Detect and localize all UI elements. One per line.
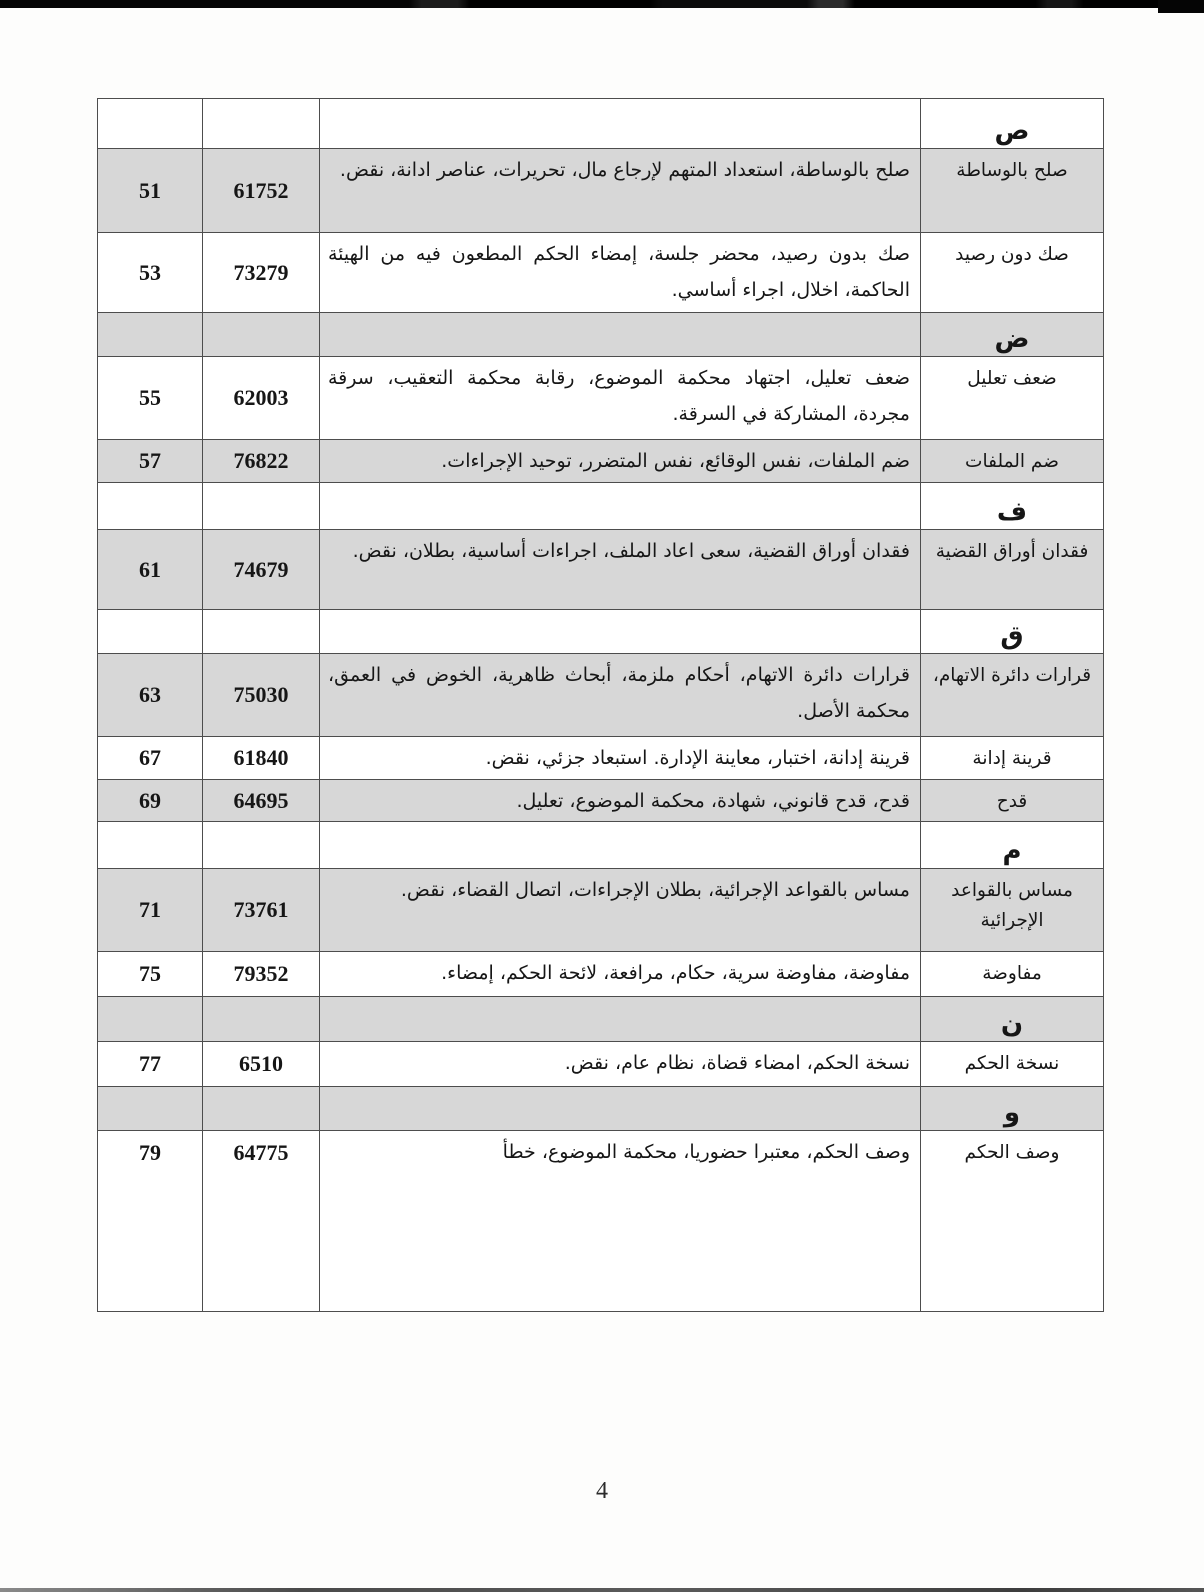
empty-cell [98,99,202,148]
section-row [98,99,1103,149]
section-letter: م [920,822,1103,868]
page-number-cell: 69 [139,787,161,813]
keywords-cell: مساس بالقواعد الإجرائية، بطلان الإجراءات، اتصال القضاء، نقض. [319,869,920,951]
term-cell: قدح [920,780,1103,821]
term-cell: قرارات دائرة الاتهام، [920,654,1103,736]
keywords-cell: قدح، قدح قانوني، شهادة، محكمة الموضوع، تعليل. [319,780,920,821]
empty-cell [98,610,202,653]
section-letter: ق [920,610,1103,653]
term-cell: مساس بالقواعد الإجرائية [920,869,1103,951]
keywords-cell: ضم الملفات، نفس الوقائع، نفس المتضرر، توحيد الإجراءات. [319,440,920,482]
table-row [98,780,1103,822]
section-letter: ف [920,483,1103,529]
table-row [98,440,1103,483]
term-cell: وصف الحكم [920,1131,1103,1311]
section-letter: و [920,1087,1103,1130]
section-letter: ن [920,997,1103,1041]
ref-number-cell: 76822 [202,440,319,482]
section-letter: ض [920,313,1103,356]
empty-cell [319,1087,920,1130]
table-row [98,654,1103,737]
keywords-cell: صك بدون رصيد، محضر جلسة، إمضاء الحكم المطعون فيه من الهيئة الحاكمة، اخلال، اجراء أساسي. [319,233,920,312]
term-cell: مفاوضة [920,952,1103,996]
ref-number-cell: 64695 [202,780,319,821]
empty-cell [319,313,920,356]
page-number-cell: 55 [139,385,161,410]
keywords-cell: قرينة إدانة، اختبار، معاينة الإدارة. استبعاد جزئي، نقض. [319,737,920,779]
term-cell: ضعف تعليل [920,357,1103,439]
section-row [98,1087,1103,1131]
page-number-cell: 57 [139,448,161,473]
ref-number-cell: 74679 [202,530,319,609]
table-row [98,952,1103,997]
empty-cell [202,997,319,1041]
ref-number-cell: 6510 [202,1042,319,1086]
keywords-cell: قرارات دائرة الاتهام، أحكام ملزمة، أبحاث ظاهرية، الخوض في العمق، محكمة الأصل. [319,654,920,736]
page-number-cell: 71 [139,897,161,922]
empty-cell [202,822,319,868]
empty-cell [98,997,202,1041]
empty-cell [98,483,202,529]
table-row [98,1042,1103,1087]
term-cell: فقدان أوراق القضية [920,530,1103,609]
ref-number-cell: 61840 [202,737,319,779]
term-cell: نسخة الحكم [920,1042,1103,1086]
keywords-cell: ضعف تعليل، اجتهاد محكمة الموضوع، رقابة محكمة التعقيب، سرقة مجردة، المشاركة في السرقة. [319,357,920,439]
ref-number-cell: 73279 [202,233,319,312]
page-number-cell: 79 [139,1140,161,1165]
table-row [98,530,1103,610]
page-number-cell: 61 [139,556,161,582]
keyword-index-table [97,98,1104,1312]
keywords-cell: وصف الحكم، معتبرا حضوريا، محكمة الموضوع، خطأ [319,1131,920,1311]
empty-cell [319,483,920,529]
table-row [98,1131,1103,1311]
term-cell: صك دون رصيد [920,233,1103,312]
table-row [98,149,1103,233]
empty-cell [202,313,319,356]
section-row [98,483,1103,530]
page-number-cell: 53 [139,259,161,285]
table-row [98,869,1103,952]
empty-cell [202,1087,319,1130]
keywords-cell: فقدان أوراق القضية، سعى اعاد الملف، اجراءات أساسية، بطلان، نقض. [319,530,920,609]
empty-cell [319,997,920,1041]
table-row [98,737,1103,780]
table-row [98,233,1103,313]
keywords-cell: نسخة الحكم، امضاء قضاة، نظام عام، نقض. [319,1042,920,1086]
section-letter: ص [920,99,1103,148]
page-number-cell: 67 [139,745,161,770]
section-row [98,610,1103,654]
section-row [98,313,1103,357]
term-cell: صلح بالوساطة [920,149,1103,232]
page-number-cell: 75 [139,961,161,986]
scan-edge-top [0,0,1204,8]
empty-cell [319,822,920,868]
section-row [98,997,1103,1042]
page-number: 4 [596,1478,608,1504]
scan-edge-bottom [0,1588,1204,1592]
empty-cell [319,99,920,148]
section-row [98,822,1103,869]
ref-number-cell: 64775 [202,1131,319,1311]
ref-number-cell: 62003 [202,357,319,439]
empty-cell [319,610,920,653]
ref-number-cell: 75030 [202,654,319,736]
ref-number-cell: 79352 [202,952,319,996]
keywords-cell: مفاوضة، مفاوضة سرية، حكام، مرافعة، لائحة الحكم، إمضاء. [319,952,920,996]
empty-cell [202,99,319,148]
empty-cell [202,483,319,529]
scan-edge-top-right-mark [1158,0,1204,13]
table-row [98,357,1103,440]
ref-number-cell: 61752 [202,149,319,232]
keywords-cell: صلح بالوساطة، استعداد المتهم لإرجاع مال، تحريرات، عناصر ادانة، نقض. [319,149,920,232]
term-cell: ضم الملفات [920,440,1103,482]
empty-cell [98,1087,202,1130]
page-number-cell: 51 [139,177,161,203]
page-number-cell: 63 [139,682,161,707]
term-cell: قرينة إدانة [920,737,1103,779]
page-number-cell: 77 [139,1051,161,1076]
empty-cell [202,610,319,653]
empty-cell [98,822,202,868]
empty-cell [98,313,202,356]
ref-number-cell: 73761 [202,869,319,951]
